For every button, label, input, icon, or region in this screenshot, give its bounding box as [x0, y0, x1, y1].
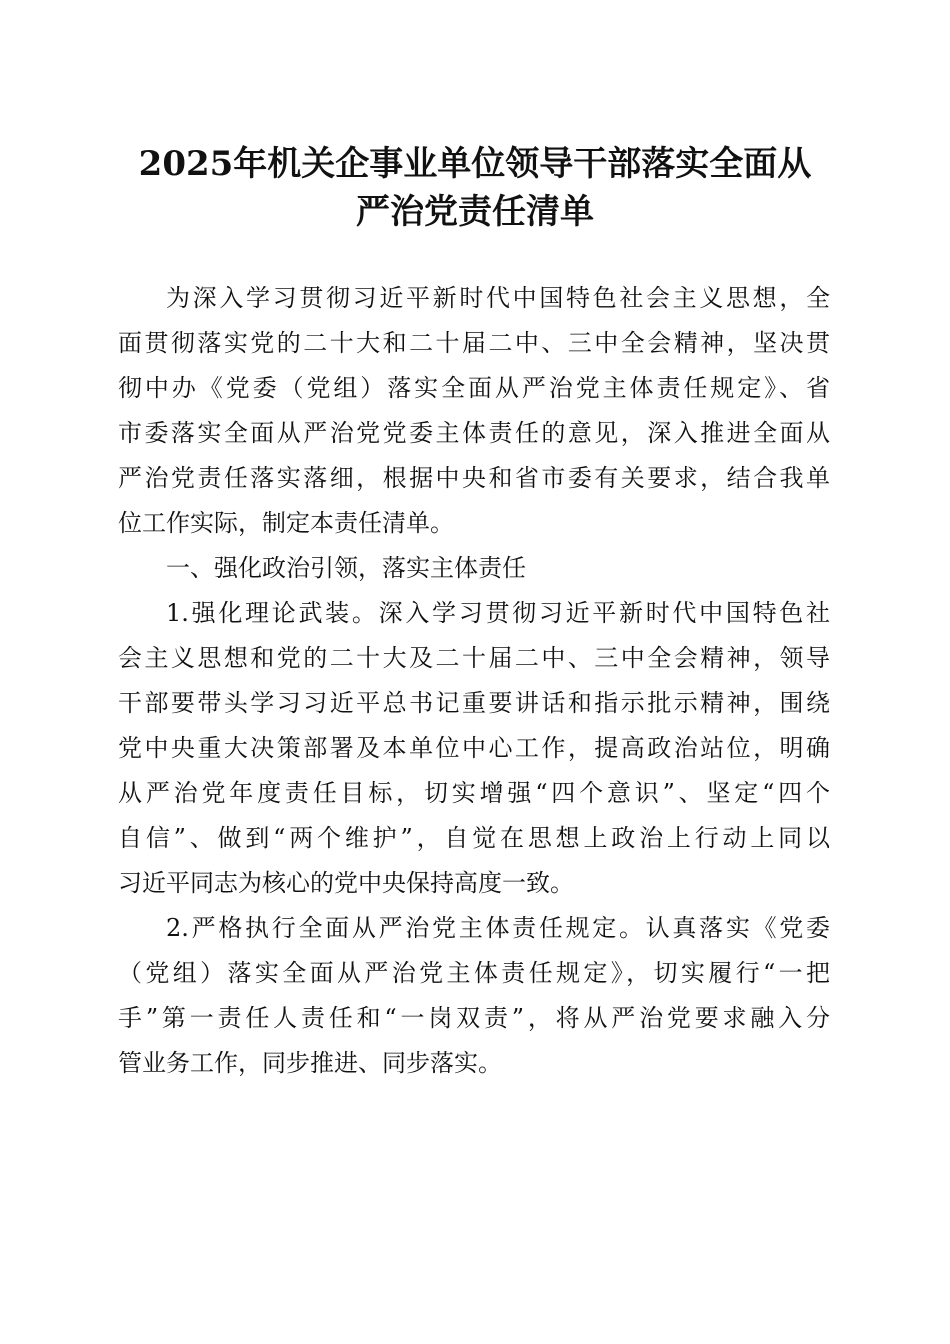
section-heading: 一、强化政治引领，落实主体责任	[166, 554, 526, 582]
title-line-2: 严治党责任清单	[356, 192, 594, 232]
paragraph-line: 彻中办《党委（党组）落实全面从严治党主体责任规定》、省	[118, 374, 830, 402]
item-2-paragraph	[118, 906, 830, 1086]
paragraph-line: 习近平同志为核心的党中央保持高度一致。	[118, 869, 574, 897]
paragraph-line: 手”第一责任人责任和“一岗双责”，将从严治党要求融入分	[118, 1004, 830, 1032]
paragraph-line: 管业务工作，同步推进、同步落实。	[118, 1049, 502, 1077]
paragraph-line: 从严治党年度责任目标，切实增强“四个意识”、坚定“四个	[118, 779, 830, 807]
item-1-paragraph	[118, 591, 830, 906]
paragraph-line: 为深入学习贯彻习近平新时代中国特色社会主义思想，全	[166, 284, 830, 312]
paragraph-line: 自信”、做到“两个维护”，自觉在思想上政治上行动上同以	[118, 824, 830, 852]
paragraph-line: 1.强化理论武装。深入学习贯彻习近平新时代中国特色社	[166, 599, 830, 627]
intro-paragraph	[118, 276, 830, 546]
paragraph-line: 面贯彻落实党的二十大和二十届二中、三中全会精神，坚决贯	[118, 329, 830, 357]
paragraph-line: 党中央重大决策部署及本单位中心工作，提高政治站位，明确	[118, 734, 830, 762]
paragraph-line: 严治党责任落实落细，根据中央和省市委有关要求，结合我单	[118, 464, 830, 492]
paragraph-line: 市委落实全面从严治党党委主体责任的意见，深入推进全面从	[118, 419, 830, 447]
paragraph-line: （党组）落实全面从严治党主体责任规定》，切实履行“一把	[118, 959, 830, 987]
paragraph-line: 会主义思想和党的二十大及二十届二中、三中全会精神，领导	[118, 644, 830, 672]
document-body	[118, 276, 830, 1086]
paragraph-line: 位工作实际，制定本责任清单。	[118, 509, 454, 537]
document-title	[120, 140, 830, 236]
title-line-1: 2025年机关企事业单位领导干部落实全面从	[138, 144, 812, 184]
paragraph-line: 干部要带头学习习近平总书记重要讲话和指示批示精神，围绕	[118, 689, 830, 717]
paragraph-line: 2.严格执行全面从严治党主体责任规定。认真落实《党委	[166, 914, 830, 942]
